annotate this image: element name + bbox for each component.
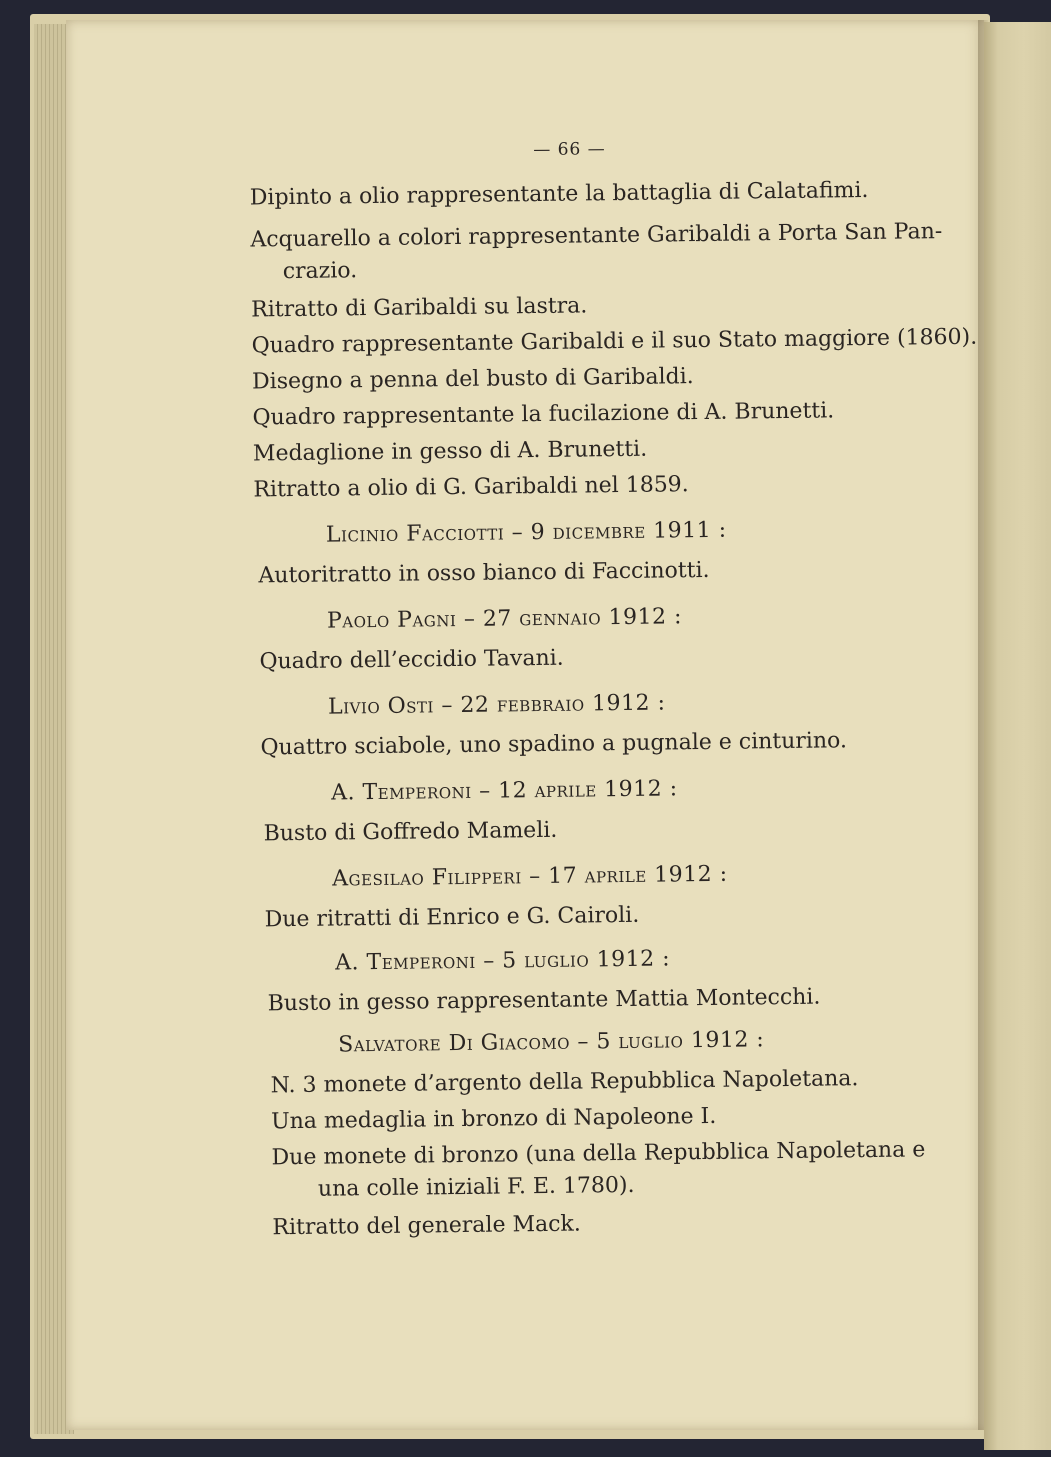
donation-date: – 12 aprile 1912 : <box>479 776 678 804</box>
entry-line-continuation: una colle iniziali F. E. 1780). <box>317 1172 635 1202</box>
entry-line: Busto in gesso rappresentante Mattia Montecchi. <box>267 984 821 1017</box>
donation-date: – 5 luglio 1912 : <box>483 946 671 974</box>
entry-line: Una medaglia in bronzo di Napoleone I. <box>270 1103 717 1135</box>
donation-date: – 17 aprile 1912 : <box>529 861 728 890</box>
entry-line-continuation: crazio. <box>282 258 358 285</box>
donor-heading <box>335 946 670 975</box>
entry-line: N. 3 monete d’argento della Repubblica Napoletana. <box>270 1066 859 1099</box>
entry-line: Medaglione in gesso di A. Brunetti. <box>252 436 648 467</box>
entry-line: Acquarello a colori rappresentante Garibaldi a Porta San Pan- <box>250 219 943 253</box>
entry-line: Due ritratti di Enrico e G. Cairoli. <box>264 902 640 933</box>
entry-line: Quadro dell’eccidio Tavani. <box>259 645 564 675</box>
page-number: — 66 — <box>533 139 606 161</box>
entry-line: Quadro rappresentante la fucilazione di A. Brunetti. <box>252 398 835 431</box>
donor-name: Salvatore Di Giacomo <box>338 1029 571 1058</box>
donor-name: Licinio Facciotti <box>325 520 505 548</box>
donor-heading <box>331 776 678 805</box>
entry-line: Autoritratto in osso bianco di Faccinotti. <box>258 557 710 589</box>
donor-name: Agesilao Filipperi <box>332 864 522 892</box>
donor-name: Livio Osti <box>327 693 435 720</box>
entry-line: Busto di Goffredo Mameli. <box>263 817 558 847</box>
donor-name: A. Temperoni <box>335 948 476 976</box>
entry-line: Quattro sciabole, uno spadino a pugnale e cinturino. <box>260 728 848 761</box>
donor-heading <box>328 690 666 719</box>
entry-line: Ritratto a olio di G. Garibaldi nel 1859. <box>253 472 689 503</box>
donation-date: – 9 dicembre 1911 : <box>511 517 727 546</box>
donor-name: A. Temperoni <box>330 778 472 806</box>
donation-date: – 27 gennaio 1912 : <box>463 604 683 632</box>
entry-line: Due monete di bronzo (una della Repubblica Napoletana e <box>271 1137 926 1171</box>
donor-heading <box>327 604 682 633</box>
entry-line: Ritratto di Garibaldi su lastra. <box>251 293 588 323</box>
donor-heading <box>338 1027 764 1057</box>
donation-date: – 22 febbraio 1912 : <box>441 690 666 719</box>
donation-date: – 5 luglio 1912 : <box>577 1027 765 1055</box>
entry-line: Ritratto del generale Mack. <box>272 1211 581 1241</box>
entry-line: Disegno a penna del busto di Garibaldi. <box>251 364 694 395</box>
donor-name: Paolo Pagni <box>326 607 457 634</box>
donor-heading <box>332 862 728 892</box>
entry-line: Quadro rappresentante Garibaldi e il suo Stato maggiore (1860). <box>251 324 978 359</box>
entry-line: Dipinto a olio rappresentante la battaglia di Calatafimi. <box>249 177 869 211</box>
donor-heading <box>326 518 727 548</box>
